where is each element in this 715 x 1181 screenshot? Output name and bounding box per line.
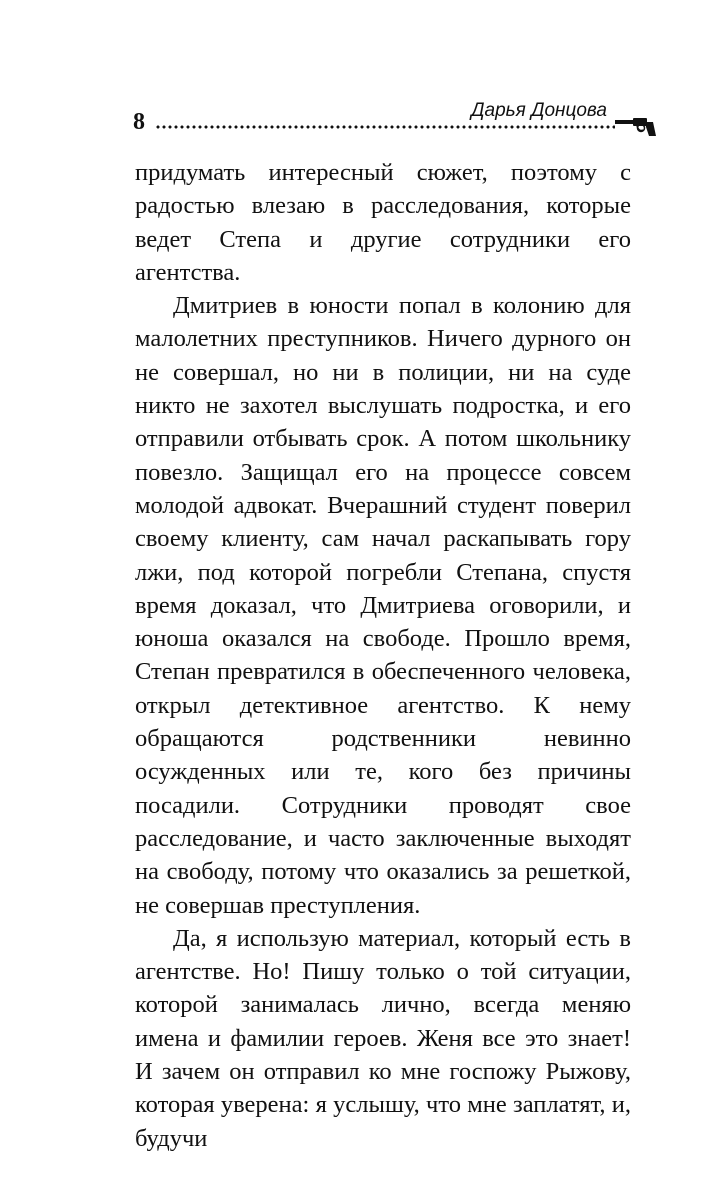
- dotted-leader: [155, 125, 615, 129]
- page-number: 8: [133, 109, 145, 135]
- paragraph: Да, я использую материал, который есть в агентстве. Но! Пишу только о той ситуации, которой занималась лично, всегда меняю имена и фамилии героев. Женя все это знает! И зачем он отправил ко мне госпожу Рыжову, которая уверена: я услышу, что мне заплатят, и, будучи: [135, 924, 631, 1152]
- revolver-icon: [615, 116, 657, 138]
- running-header: [133, 100, 663, 150]
- body-text: [135, 156, 631, 1155]
- paragraph: Дмитриев в юности попал в колонию для малолетних преступников. Ничего дурного он не совершал, но ни в полиции, ни на суде никто не захотел выслушать подростка, и его отправили отбывать срок. А потом школьнику повезло. Защищал его на процессе совсем молодой адвокат. Вчерашний студент поверил своему клиенту, сам начал раскапывать гору лжи, под которой погребли Степана, спустя время доказал, что Дмитриева оговорили, и юноша оказался на свободе. Прошло время, Степан превратился в обеспеченного человека, открыл детективное агентство. К нему обращаются родственники невинно осужденных или те, кого без причины посадили. Сотрудники проводят свое расследование, и часто заключенные выходят на свободу, потому что оказались за решеткой, не совершав преступления.: [135, 292, 631, 919]
- paragraph-continuation: придумать интересный сюжет, поэтому с радостью влезаю в расследования, которые ведет Степа и другие сотрудники его агентства.: [135, 159, 631, 286]
- author-name: Дарья Донцова: [471, 100, 607, 121]
